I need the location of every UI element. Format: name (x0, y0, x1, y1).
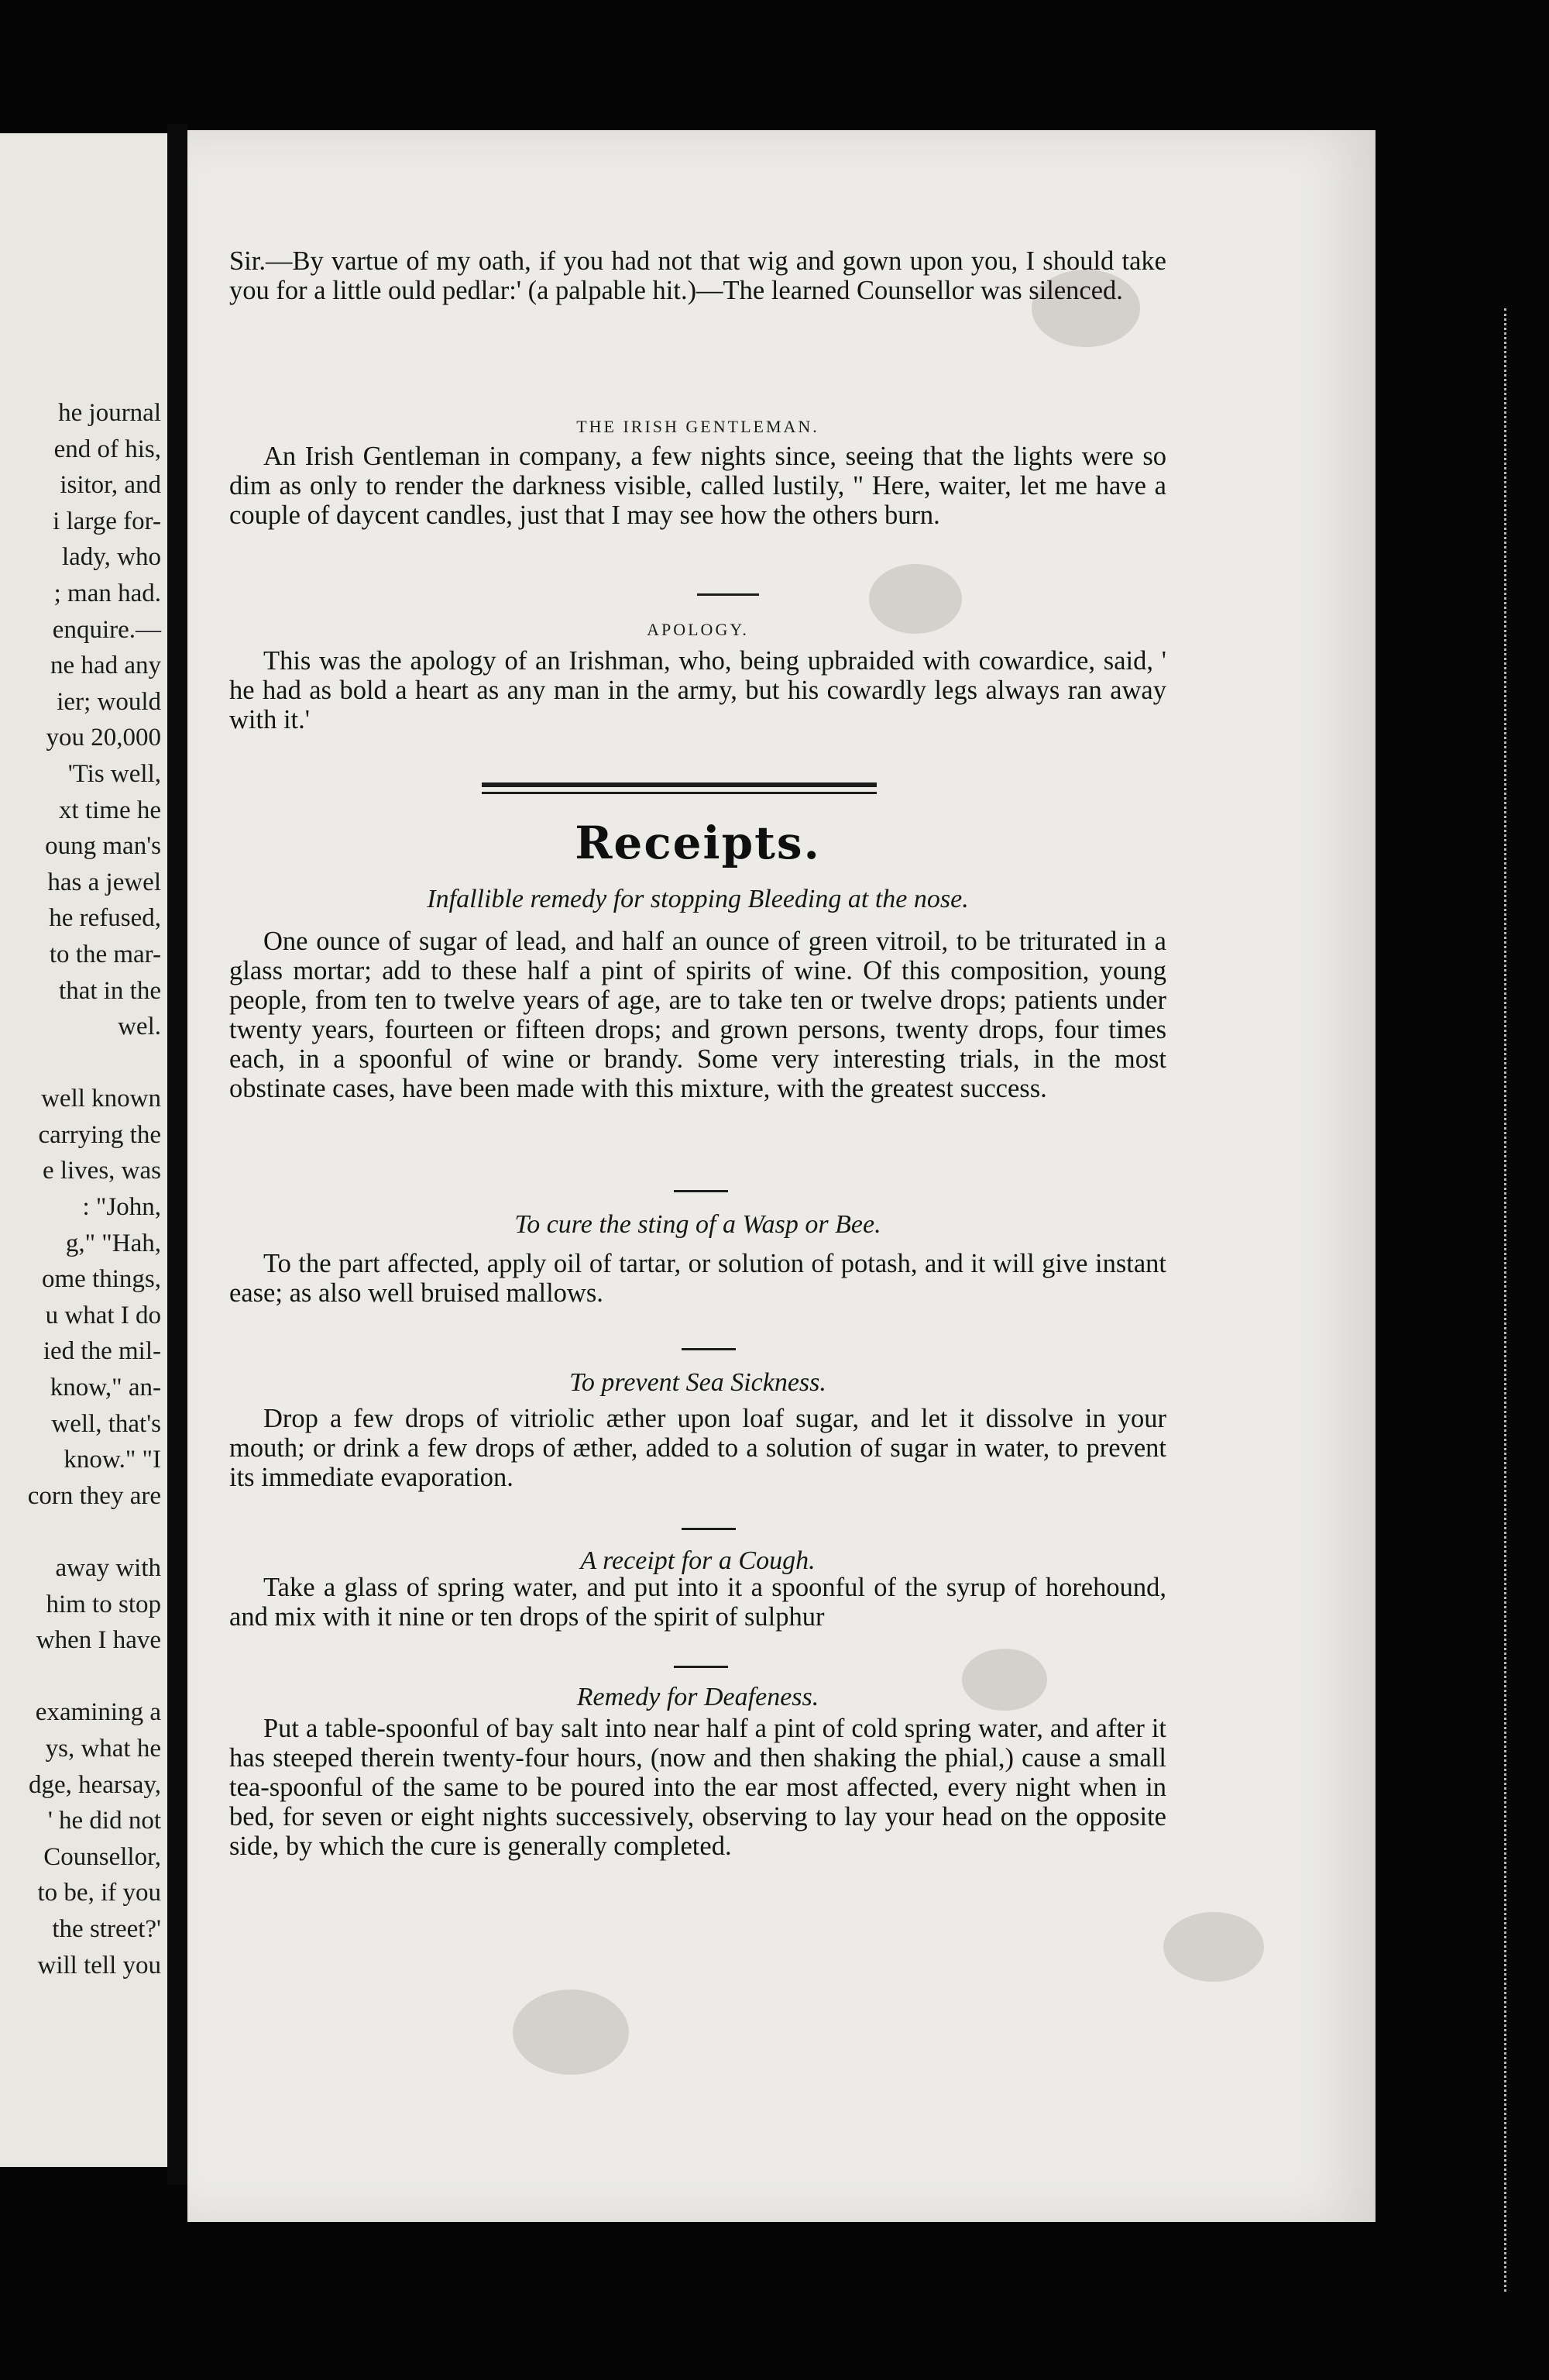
facing-page-line: away with (55, 1554, 161, 1582)
facing-page-line: Counsellor, (43, 1842, 161, 1871)
receipt-title: Infallible remedy for stopping Bleeding at the nose. (427, 885, 969, 913)
irish-gentleman-paragraph (229, 442, 1166, 530)
facing-page-line: xt time he (59, 796, 161, 824)
opening-text: Sir.—By vartue of my oath, if you had not that wig and gown upon you, I should take you for a little ould pedlar:' (a palpable hit.)—The learned Counsellor was silenced. (229, 246, 1166, 305)
receipt-body (229, 1714, 1166, 1861)
facing-page-line: g," "Hah, (65, 1229, 161, 1257)
receipt-body (229, 1404, 1166, 1492)
facing-page-line: when I have (36, 1626, 161, 1655)
facing-page-line: oung man's (45, 832, 161, 861)
facing-page-line: know," an- (50, 1374, 161, 1402)
facing-page-line: i large for- (53, 507, 161, 535)
facing-page-line: ome things, (42, 1265, 161, 1294)
facing-page-line: ne had any (50, 652, 161, 680)
facing-page-line: wel. (118, 1013, 161, 1041)
facing-page-line (0, 1659, 161, 1695)
facing-page-line: well known (41, 1085, 161, 1113)
facing-page-line: corn they are (27, 1481, 161, 1510)
receipt-title: To cure the sting of a Wasp or Bee. (514, 1210, 881, 1239)
facing-page-line: ' he did not (47, 1807, 161, 1835)
facing-page-line: lady, who (61, 543, 161, 572)
receipt-title: Remedy for Deafeness. (576, 1683, 819, 1711)
facing-page-line: to be, if you (37, 1879, 161, 1907)
section-divider (682, 1528, 736, 1530)
receipt-text: To the part affected, apply oil of tartar, or solution of potash, and it will give instant ease; as also well bruised mallows. (229, 1249, 1166, 1308)
receipt-text: Put a table-spoonful of bay salt into near half a pint of cold spring water, and after it has steeped therein twenty-four hours, (now and then shaking the phial,) cause a small tea-spoonful of the same to be poured into the ear most affected, every night when in bed, for seven or eight nights successively, observing to lay your head on the opposite side, by which the cure is generally completed. (229, 1714, 1166, 1861)
book-gutter (167, 124, 187, 2185)
facing-page-line (0, 1514, 161, 1550)
section-rule (482, 782, 877, 787)
receipt-body (229, 1573, 1166, 1632)
facing-page-line: ; man had. (53, 579, 161, 607)
facing-page-line (0, 1045, 161, 1082)
facing-page-line: : "John, (82, 1193, 161, 1222)
foxing-stain (1163, 1912, 1264, 1982)
irish-gentleman-heading: THE IRISH GENTLEMAN. (576, 417, 819, 436)
facing-page-line: u what I do (45, 1301, 161, 1329)
facing-page-line: him to stop (46, 1590, 161, 1618)
facing-page-line: dge, hearsay, (28, 1770, 161, 1799)
receipt-body (229, 1249, 1166, 1308)
facing-page-line: to the mar- (49, 940, 161, 968)
facing-page-text (0, 395, 161, 1983)
receipt-title: A receipt for a Cough. (580, 1546, 816, 1575)
facing-page-line: well, that's (51, 1409, 161, 1438)
page-edge (1504, 308, 1549, 2292)
facing-page-line: isitor, and (60, 471, 161, 500)
facing-page-line: you 20,000 (46, 724, 161, 752)
facing-page-line: ys, what he (45, 1734, 161, 1763)
receipt-text: One ounce of sugar of lead, and half an ounce of green vitroil, to be triturated in a glass mortar; add to these half a pint of spirits of wine. Of this composition, young people, from ten to twelve years of age, are to take ten or twelve drops; patients under twenty years, fourteen or fifteen drops; and grown persons, twenty drops, four times each, in a spoonful of wine or brandy. Some very interesting trials, in the most obstinate cases, have been made with this mixture, with the greatest success. (229, 927, 1166, 1103)
facing-page-line: he journal (58, 399, 161, 427)
facing-page-line: ier; would (57, 687, 161, 716)
section-divider (682, 1348, 736, 1350)
facing-page-line: ied the mil- (43, 1337, 161, 1366)
facing-page-line: that in the (59, 976, 161, 1005)
receipts-heading: Receipts. (575, 817, 821, 869)
facing-page-line: the street?' (52, 1914, 161, 1943)
facing-page-line: know." "I (64, 1446, 161, 1474)
apology-heading: APOLOGY. (647, 620, 749, 639)
apology-text: This was the apology of an Irishman, who, being upbraided with cowardice, said, ' he had as bold a heart as any man in the army, but his cowardly legs always ran away with it.' (229, 646, 1166, 734)
opening-paragraph (229, 246, 1166, 305)
section-divider (674, 1190, 728, 1192)
receipt-text: Drop a few drops of vitriolic æther upon loaf sugar, and let it dissolve in your mouth; or drink a few drops of æther, added to a solution of sugar in water, to prevent its immediate evaporation. (229, 1404, 1166, 1492)
facing-page-line: e lives, was (42, 1157, 161, 1185)
facing-page (0, 133, 167, 2167)
facing-page-line: 'Tis well, (67, 759, 161, 788)
irish-gentleman-text: An Irish Gentleman in company, a few nights since, seeing that the lights were so dim as only to render the darkness visible, called lustily, " Here, waiter, let me have a couple of daycent candles, just that I may see how the others burn. (229, 442, 1166, 530)
facing-page-line: carrying the (38, 1120, 161, 1149)
facing-page-line: he refused, (49, 904, 161, 933)
facing-page-line: has a jewel (47, 868, 161, 896)
foxing-stain (513, 1990, 629, 2075)
apology-paragraph (229, 646, 1166, 734)
facing-page-line: examining a (35, 1698, 161, 1727)
receipt-body (229, 927, 1166, 1103)
section-divider (674, 1666, 728, 1668)
facing-page-line: end of his, (53, 435, 161, 463)
facing-page-line: will tell you (37, 1951, 161, 1979)
section-rule (482, 792, 877, 794)
receipt-title: To prevent Sea Sickness. (569, 1368, 826, 1397)
section-divider (697, 593, 759, 596)
facing-page-line: enquire.— (52, 615, 161, 644)
receipt-text: Take a glass of spring water, and put into it a spoonful of the syrup of horehound, and mix with it nine or ten drops of the spirit of sulphur (229, 1573, 1166, 1632)
